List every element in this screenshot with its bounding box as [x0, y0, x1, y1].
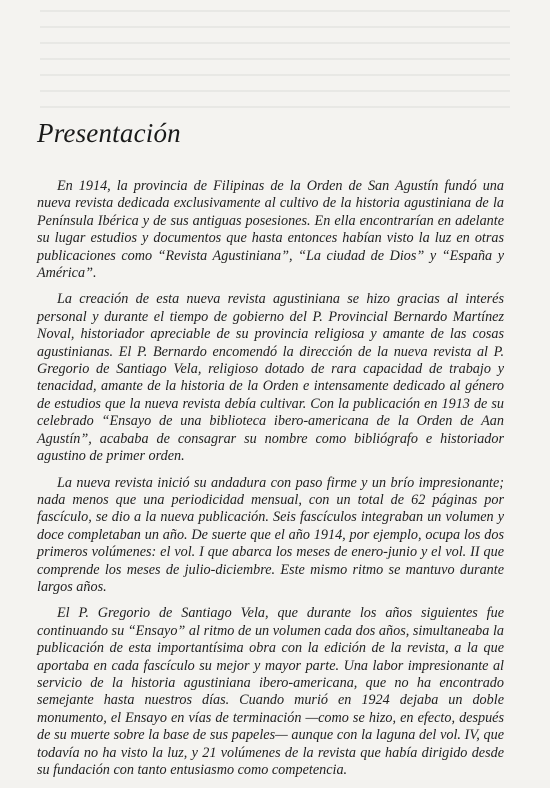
- body-text: [37, 178, 504, 788]
- paragraph-2: La creación de esta nueva revista agustiniana se hizo gracias al interés personal y durante el tiempo de gobierno del P. Provincial Bernardo Martínez Noval, historiador apreciable de su provincia religiosa y amante de las cosas agustinianas. El P. Bernardo encomendó la dirección de la nueva revista al P. Gregorio de Santiago Vela, religioso dotado de rara capacidad de trabajo y tenacidad, amante de la historia de la Orden e intensamente dedicado al género de estudios que la nueva revista debía cultivar. Con la publicación en 1913 de su celebrado “Ensayo de una biblioteca ibero-americana de la Orden de Aan Agustín”, acababa de consagrar su nombre como bibliógrafo e historiador agustino de primer orden.: [37, 291, 504, 465]
- paragraph-1: En 1914, la provincia de Filipinas de la Orden de San Agustín fundó una nueva revista dedicada exclusivamente al cultivo de la historia agustiniana de la Península Ibérica y de sus antiguas posesiones. En ella encontrarían en adelante su lugar estudios y documentos que hasta entonces habían visto la luz en otras publicaciones como “Revista Agustiniana”, “La ciudad de Dios” y “España y América”.: [37, 178, 504, 282]
- page-title: Presentación: [37, 118, 181, 148]
- reverse-side-bleed-through: [40, 0, 510, 110]
- paragraph-3: La nueva revista inició su andadura con paso firme y un brío impresionante; nada menos que una periodicidad mensual, con un total de 62 páginas por fascículo, se dio a la nueva publicación. Seis fascículos integraban un volumen y doce completaban un año. De suerte que el año 1914, por ejemplo, ocupa los dos primeros volúmenes: el vol. I que abarca los meses de enero-junio y el vol. II que comprende los meses de julio-diciembre. Este mismo ritmo se mantuvo durante largos años.: [37, 474, 504, 595]
- paragraph-4: El P. Gregorio de Santiago Vela, que durante los años siguientes fue continuando su “Ensayo” al ritmo de un volumen cada dos años, simultaneaba la publicación de esta importantísima obra con la edición de la revista, a la que aportaba en cada fascículo su mejor y mayor parte. Una labor impresionante al servicio de la historia agustiniana ibero-americana, que no ha encontrado semejante hasta nuestros días. Cuando murió en 1924 dejaba un doble monumento, el Ensayo en vías de terminación —como se hizo, en efecto, después de su muerte sobre la base de sus papeles— aunque con la laguna del vol. IV, que todavía no ha visto la luz, y 21 volúmenes de la revista que había dirigido desde su fundación con tanto entusiasmo como competencia.: [37, 605, 504, 778]
